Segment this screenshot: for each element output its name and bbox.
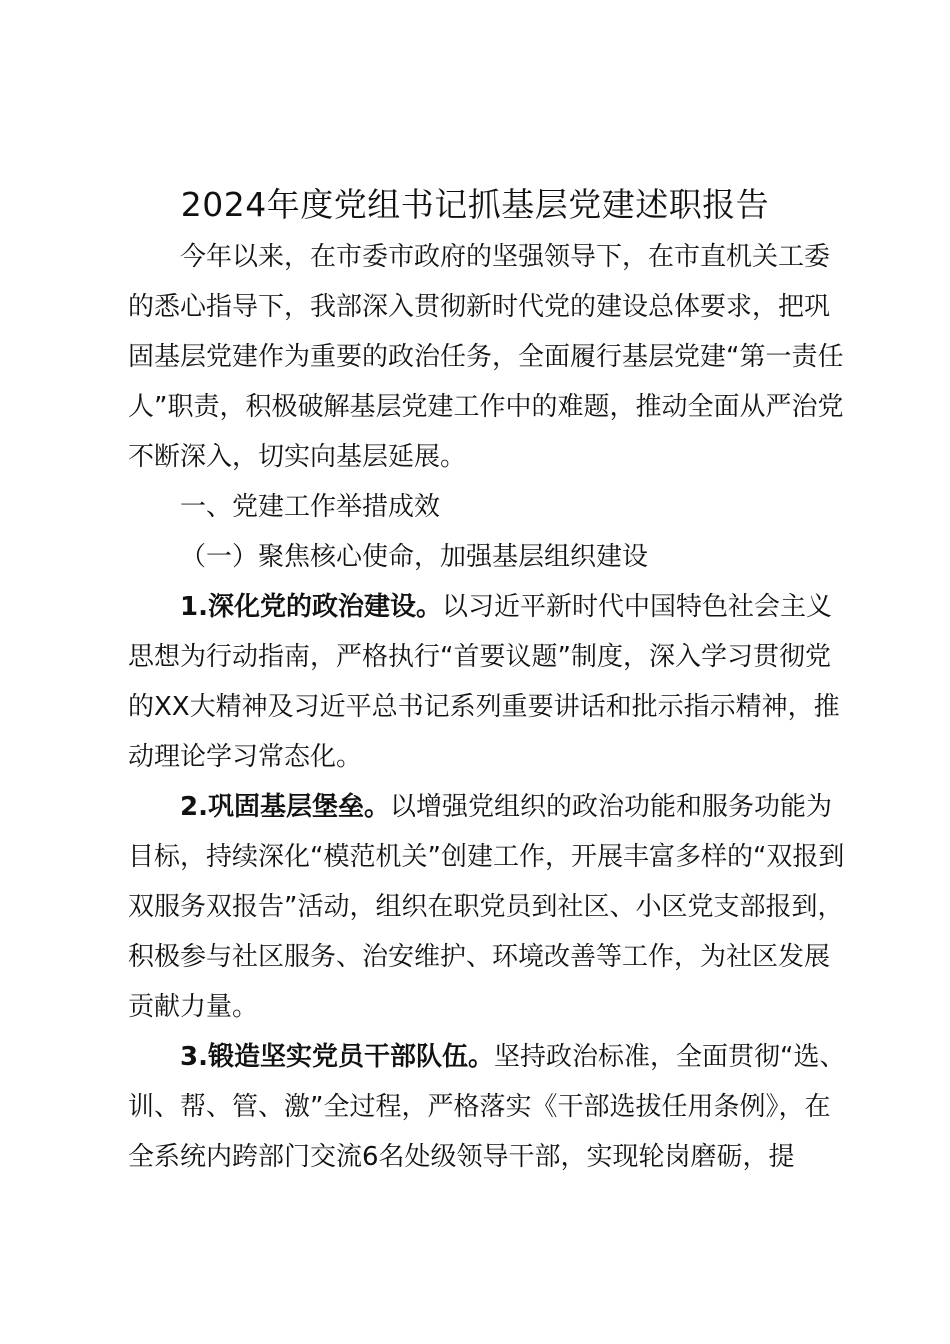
item-text: 坚持政治标准，全面贯彻“选、训、帮、管、激”全过程，严格落实《干部选拔任用条例》，在全系统内跨部门交流6名处级领导干部，实现轮岗磨砺，提	[128, 1042, 846, 1172]
item-paragraph-1	[128, 582, 848, 782]
item-lead: 3.锻造坚实党员干部队伍。	[180, 1042, 494, 1072]
intro-paragraph: 今年以来，在市委市政府的坚强领导下，在市直机关工委的悉心指导下，我部深入贯彻新时代党的建设总体要求，把巩固基层党建作为重要的政治任务，全面履行基层党建“第一责任人”职责，积极破解基层党建工作中的难题，推动全面从严治党不断深入，切实向基层延展。	[128, 242, 844, 472]
item-lead: 1.深化党的政治建设。	[180, 592, 442, 622]
document-title: 2024年度党组书记抓基层党建述职报告	[180, 185, 770, 224]
item-lead: 2.巩固基层堡垒。	[180, 792, 390, 822]
item-paragraph-2	[128, 782, 848, 1032]
subsection-heading: （一）聚焦核心使命，加强基层组织建设	[180, 542, 649, 572]
item-text: 以习近平新时代中国特色社会主义思想为行动指南，严格执行“首要议题”制度，深入学习贯彻党的XX大精神及习近平总书记系列重要讲话和批示指示精神，推动理论学习常态化。	[128, 592, 840, 772]
document-body	[128, 232, 848, 1182]
section-heading: 一、党建工作举措成效	[180, 492, 441, 522]
item-text: 以增强党组织的政治功能和服务功能为目标，持续深化“模范机关”创建工作，开展丰富多样的“双报到双服务双报告”活动，组织在职党员到社区、小区党支部报到，积极参与社区服务、治安维护、环境改善等工作，为社区发展贡献力量。	[128, 792, 845, 1022]
item-paragraph-3	[128, 1032, 848, 1182]
